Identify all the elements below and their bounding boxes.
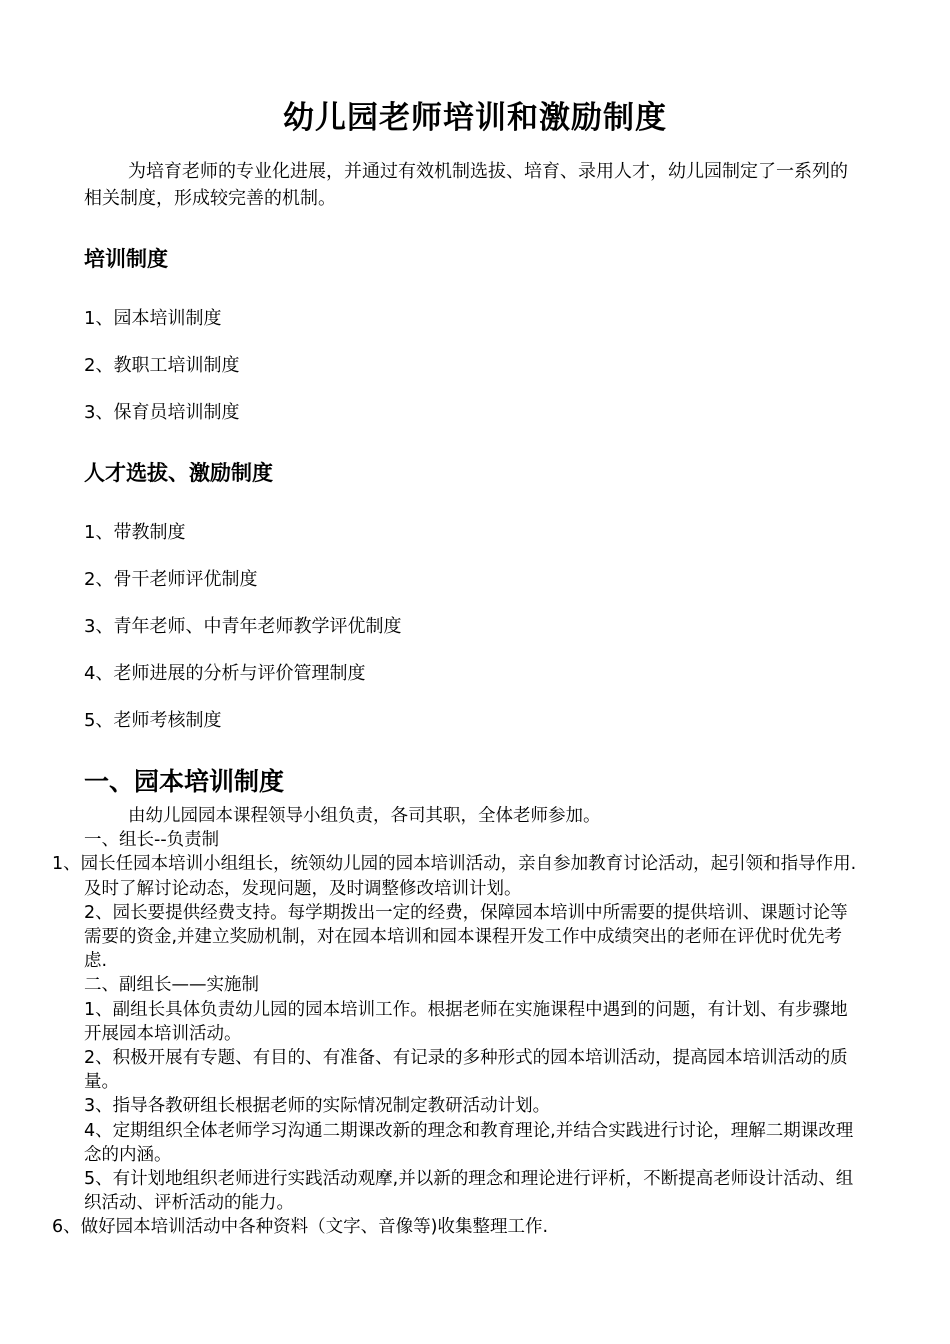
talent-item: 4、老师进展的分析与评价管理制度	[84, 663, 366, 684]
talent-section-heading: 人才选拔、激励制度	[84, 461, 273, 485]
deputy-heading: 二、副组长——实施制	[84, 975, 259, 996]
group-leader-heading: 一、组长--负责制	[84, 830, 220, 851]
document-title: 幼儿园老师培训和激励制度	[283, 100, 667, 136]
training-item: 3、保育员培训制度	[84, 402, 240, 423]
deputy-item: 2、积极开展有专题、有目的、有准备、有记录的多种形式的园本培训活动，提高园本培训活动的质量。	[84, 1048, 848, 1093]
training-item: 1、园本培训制度	[84, 308, 222, 329]
section-one-heading: 一、园本培训制度	[84, 767, 285, 796]
training-item: 2、教职工培训制度	[84, 355, 240, 376]
training-section-heading: 培训制度	[84, 247, 168, 271]
group-leader-item: 1、园长任园本培训小组组长，统领幼儿园的园本培训活动，亲自参加教育讨论活动，起引领和指导作用.及时了解讨论动态，发现问题，及时调整修改培训计划。	[52, 854, 857, 899]
intro-paragraph: 为培育老师的专业化进展，并通过有效机制选拔、培育、录用人才，幼儿园制定了一系列的相关制度，形成较完善的机制。	[84, 161, 848, 209]
talent-item: 3、青年老师、中青年老师教学评优制度	[84, 616, 402, 637]
deputy-item: 5、有计划地组织老师进行实践活动观摩,并以新的理念和理论进行评析，不断提高老师设计活动、组织活动、评析活动的能力。	[84, 1169, 854, 1214]
talent-item: 5、老师考核制度	[84, 710, 222, 731]
deputy-item: 3、指导各教研组长根据老师的实际情况制定教研活动计划。	[84, 1096, 551, 1117]
talent-item: 2、骨干老师评优制度	[84, 569, 258, 590]
deputy-item: 6、做好园本培训活动中各种资料（文字、音像等)收集整理工作.	[52, 1217, 549, 1238]
talent-item: 1、带教制度	[84, 522, 186, 543]
deputy-item: 1、副组长具体负责幼儿园的园本培训工作。根据老师在实施课程中遇到的问题，有计划、有步骤地开展园本培训活动。	[84, 999, 848, 1044]
section-one-body	[52, 804, 864, 1240]
section-one-lead: 由幼儿园园本课程领导小组负责，各司其职，全体老师参加。	[128, 806, 601, 826]
group-leader-item: 2、园长要提供经费支持。每学期拨出一定的经费，保障园本培训中所需要的提供培训、课题讨论等需要的资金,并建立奖励机制，对在园本培训和园本课程开发工作中成绩突出的老师在评优时优先考虑.	[84, 902, 848, 972]
deputy-item: 4、定期组织全体老师学习沟通二期课改新的理念和教育理论,并结合实践进行讨论，理解二期课改理念的内涵。	[84, 1120, 854, 1165]
